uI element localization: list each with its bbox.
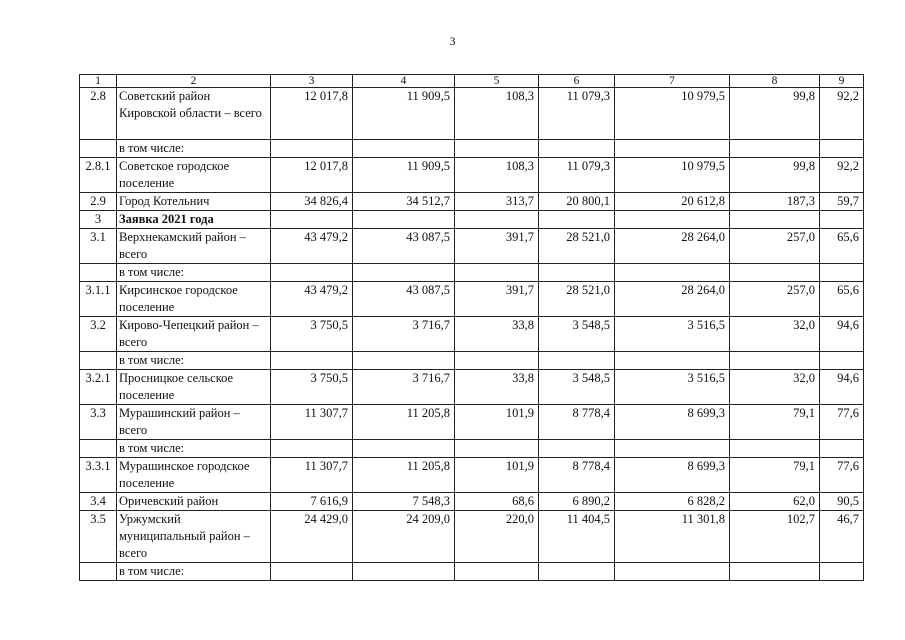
value-cell-col3: 3 750,5	[271, 317, 353, 352]
row-code: 3.4	[80, 493, 117, 511]
value-cell-col6	[539, 352, 615, 370]
value-cell-col6: 11 079,3	[539, 88, 615, 140]
value-cell-col4: 11 909,5	[353, 88, 455, 140]
value-cell-col7: 3 516,5	[615, 370, 730, 405]
value-cell-col9: 92,2	[820, 158, 864, 193]
value-cell-col7	[615, 563, 730, 581]
value-cell-col9: 77,6	[820, 458, 864, 493]
value-cell-col5: 391,7	[455, 282, 539, 317]
row-name: Кирсинское городское поселение	[117, 282, 271, 317]
value-cell-col3	[271, 211, 353, 229]
value-cell-col6	[539, 140, 615, 158]
value-cell-col8	[730, 264, 820, 282]
value-cell-col9: 77,6	[820, 405, 864, 440]
table-row	[80, 140, 864, 158]
row-code: 2.9	[80, 193, 117, 211]
row-code: 3.1.1	[80, 282, 117, 317]
row-name: Кирово-Чепецкий район – всего	[117, 317, 271, 352]
value-cell-col7	[615, 140, 730, 158]
value-cell-col8: 32,0	[730, 317, 820, 352]
row-code: 2.8	[80, 88, 117, 140]
row-code	[80, 563, 117, 581]
value-cell-col8: 99,8	[730, 88, 820, 140]
value-cell-col5: 33,8	[455, 317, 539, 352]
row-name: Уржумский муниципальный район – всего	[117, 511, 271, 563]
value-cell-col4	[353, 211, 455, 229]
value-cell-col3	[271, 563, 353, 581]
table-row	[80, 229, 864, 264]
value-cell-col7: 10 979,5	[615, 158, 730, 193]
header-cell: 6	[539, 75, 615, 88]
value-cell-col4: 24 209,0	[353, 511, 455, 563]
value-cell-col8	[730, 440, 820, 458]
value-cell-col5: 101,9	[455, 405, 539, 440]
row-code	[80, 352, 117, 370]
value-cell-col5: 108,3	[455, 88, 539, 140]
value-cell-col8: 257,0	[730, 229, 820, 264]
value-cell-col5	[455, 140, 539, 158]
value-cell-col3: 43 479,2	[271, 229, 353, 264]
value-cell-col5: 33,8	[455, 370, 539, 405]
table-row	[80, 211, 864, 229]
value-cell-col3: 11 307,7	[271, 458, 353, 493]
value-cell-col7: 8 699,3	[615, 405, 730, 440]
header-cell: 1	[80, 75, 117, 88]
value-cell-col7: 28 264,0	[615, 229, 730, 264]
table-row	[80, 511, 864, 563]
value-cell-col9: 59,7	[820, 193, 864, 211]
row-code: 3.2	[80, 317, 117, 352]
value-cell-col6: 11 079,3	[539, 158, 615, 193]
table-row	[80, 370, 864, 405]
value-cell-col5: 313,7	[455, 193, 539, 211]
row-name: Советское городское поселение	[117, 158, 271, 193]
value-cell-col4: 3 716,7	[353, 370, 455, 405]
value-cell-col3: 12 017,8	[271, 88, 353, 140]
header-cell: 9	[820, 75, 864, 88]
value-cell-col4: 43 087,5	[353, 282, 455, 317]
header-cell: 4	[353, 75, 455, 88]
row-name: в том числе:	[117, 264, 271, 282]
value-cell-col6: 28 521,0	[539, 229, 615, 264]
data-table	[79, 74, 864, 581]
value-cell-col3	[271, 440, 353, 458]
value-cell-col4: 11 205,8	[353, 458, 455, 493]
header-cell: 8	[730, 75, 820, 88]
value-cell-col7: 20 612,8	[615, 193, 730, 211]
value-cell-col7: 28 264,0	[615, 282, 730, 317]
table-row	[80, 458, 864, 493]
value-cell-col9: 46,7	[820, 511, 864, 563]
value-cell-col8	[730, 352, 820, 370]
value-cell-col9	[820, 440, 864, 458]
value-cell-col9: 65,6	[820, 282, 864, 317]
value-cell-col3: 11 307,7	[271, 405, 353, 440]
row-code: 2.8.1	[80, 158, 117, 193]
value-cell-col4	[353, 264, 455, 282]
value-cell-col6: 3 548,5	[539, 317, 615, 352]
value-cell-col8: 62,0	[730, 493, 820, 511]
row-code: 3.3	[80, 405, 117, 440]
value-cell-col6: 6 890,2	[539, 493, 615, 511]
value-cell-col9	[820, 563, 864, 581]
row-name: Верхнекамский район – всего	[117, 229, 271, 264]
value-cell-col4: 34 512,7	[353, 193, 455, 211]
value-cell-col3: 34 826,4	[271, 193, 353, 211]
value-cell-col6: 8 778,4	[539, 458, 615, 493]
value-cell-col8: 32,0	[730, 370, 820, 405]
value-cell-col7: 10 979,5	[615, 88, 730, 140]
value-cell-col7	[615, 352, 730, 370]
value-cell-col8: 99,8	[730, 158, 820, 193]
value-cell-col7	[615, 440, 730, 458]
row-code	[80, 264, 117, 282]
value-cell-col5	[455, 264, 539, 282]
value-cell-col9	[820, 264, 864, 282]
table-row	[80, 405, 864, 440]
table-row	[80, 352, 864, 370]
value-cell-col7: 8 699,3	[615, 458, 730, 493]
row-code: 3.3.1	[80, 458, 117, 493]
value-cell-col6: 20 800,1	[539, 193, 615, 211]
value-cell-col6	[539, 264, 615, 282]
value-cell-col3: 7 616,9	[271, 493, 353, 511]
value-cell-col4: 7 548,3	[353, 493, 455, 511]
value-cell-col5: 220,0	[455, 511, 539, 563]
value-cell-col6: 8 778,4	[539, 405, 615, 440]
row-code: 3	[80, 211, 117, 229]
value-cell-col4	[353, 563, 455, 581]
value-cell-col5	[455, 352, 539, 370]
table-row	[80, 88, 864, 140]
value-cell-col8: 102,7	[730, 511, 820, 563]
value-cell-col7: 11 301,8	[615, 511, 730, 563]
row-name: Мурашинское городское поселение	[117, 458, 271, 493]
page-number: 3	[449, 34, 456, 48]
value-cell-col9	[820, 140, 864, 158]
row-name: Советский район Кировской области – всего	[117, 88, 271, 140]
value-cell-col9: 94,6	[820, 370, 864, 405]
row-code: 3.5	[80, 511, 117, 563]
value-cell-col3	[271, 140, 353, 158]
header-cell: 2	[117, 75, 271, 88]
row-name: в том числе:	[117, 440, 271, 458]
row-code: 3.2.1	[80, 370, 117, 405]
value-cell-col8	[730, 211, 820, 229]
value-cell-col4: 43 087,5	[353, 229, 455, 264]
value-cell-col4	[353, 440, 455, 458]
row-code: 3.1	[80, 229, 117, 264]
value-cell-col5	[455, 211, 539, 229]
value-cell-col3: 43 479,2	[271, 282, 353, 317]
row-name: Мурашинский район – всего	[117, 405, 271, 440]
value-cell-col7: 6 828,2	[615, 493, 730, 511]
value-cell-col4	[353, 140, 455, 158]
value-cell-col3	[271, 264, 353, 282]
row-code	[80, 140, 117, 158]
header-row	[80, 75, 864, 88]
table-row	[80, 193, 864, 211]
value-cell-col4: 11 909,5	[353, 158, 455, 193]
value-cell-col5: 108,3	[455, 158, 539, 193]
value-cell-col3: 3 750,5	[271, 370, 353, 405]
value-cell-col9: 90,5	[820, 493, 864, 511]
row-name: в том числе:	[117, 563, 271, 581]
row-name: Оричевский район	[117, 493, 271, 511]
value-cell-col7	[615, 211, 730, 229]
row-name: Заявка 2021 года	[117, 211, 271, 229]
value-cell-col8: 79,1	[730, 458, 820, 493]
value-cell-col3	[271, 352, 353, 370]
value-cell-col8: 187,3	[730, 193, 820, 211]
table-row	[80, 563, 864, 581]
row-name: в том числе:	[117, 352, 271, 370]
value-cell-col5: 101,9	[455, 458, 539, 493]
table-row	[80, 264, 864, 282]
value-cell-col6	[539, 440, 615, 458]
value-cell-col9	[820, 352, 864, 370]
value-cell-col8	[730, 563, 820, 581]
value-cell-col5: 68,6	[455, 493, 539, 511]
header-cell: 5	[455, 75, 539, 88]
value-cell-col6: 28 521,0	[539, 282, 615, 317]
table-row	[80, 493, 864, 511]
value-cell-col5: 391,7	[455, 229, 539, 264]
value-cell-col3: 24 429,0	[271, 511, 353, 563]
value-cell-col4: 11 205,8	[353, 405, 455, 440]
value-cell-col5	[455, 440, 539, 458]
header-cell: 3	[271, 75, 353, 88]
value-cell-col8	[730, 140, 820, 158]
row-name: Просницкое сельское поселение	[117, 370, 271, 405]
value-cell-col6: 11 404,5	[539, 511, 615, 563]
table-row	[80, 317, 864, 352]
value-cell-col9	[820, 211, 864, 229]
value-cell-col8: 257,0	[730, 282, 820, 317]
value-cell-col9: 94,6	[820, 317, 864, 352]
table-row	[80, 440, 864, 458]
header-cell: 7	[615, 75, 730, 88]
value-cell-col9: 65,6	[820, 229, 864, 264]
value-cell-col4	[353, 352, 455, 370]
value-cell-col6	[539, 211, 615, 229]
value-cell-col7: 3 516,5	[615, 317, 730, 352]
row-code	[80, 440, 117, 458]
value-cell-col7	[615, 264, 730, 282]
value-cell-col9: 92,2	[820, 88, 864, 140]
value-cell-col6: 3 548,5	[539, 370, 615, 405]
value-cell-col6	[539, 563, 615, 581]
value-cell-col3: 12 017,8	[271, 158, 353, 193]
value-cell-col4: 3 716,7	[353, 317, 455, 352]
value-cell-col8: 79,1	[730, 405, 820, 440]
table-row	[80, 282, 864, 317]
row-name: Город Котельнич	[117, 193, 271, 211]
row-name: в том числе:	[117, 140, 271, 158]
value-cell-col5	[455, 563, 539, 581]
table-row	[80, 158, 864, 193]
